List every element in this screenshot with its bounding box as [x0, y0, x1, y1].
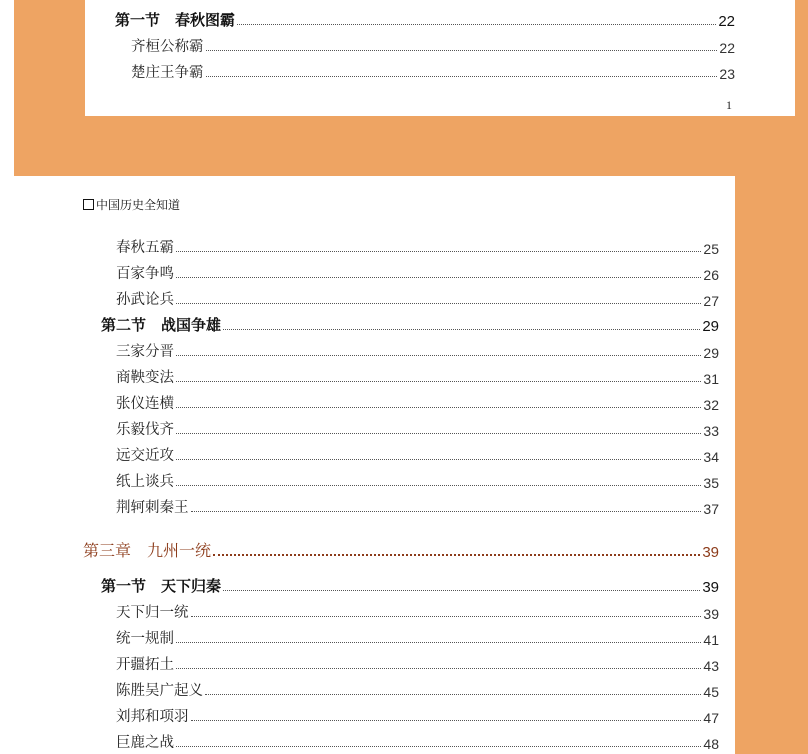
toc-entry[interactable]	[116, 702, 719, 726]
leader-dots	[176, 407, 701, 408]
entry-page: 31	[703, 371, 719, 387]
leader-dots	[176, 668, 701, 669]
entry-page: 39	[703, 606, 719, 622]
entry-title: 远交近攻	[116, 448, 174, 464]
entry-page: 45	[703, 684, 719, 700]
toc-entry-section[interactable]	[101, 572, 719, 596]
toc-entry[interactable]	[116, 676, 719, 700]
entry-page: 39	[702, 579, 719, 596]
toc-entry[interactable]	[116, 493, 719, 517]
leader-dots	[223, 329, 700, 330]
entry-title: 开疆拓土	[116, 657, 174, 673]
entry-page: 27	[703, 293, 719, 309]
toc-entry-section[interactable]	[115, 6, 735, 30]
leader-dots	[176, 303, 701, 304]
leader-dots	[206, 76, 718, 77]
leader-dots	[176, 355, 701, 356]
entry-title: 张仪连横	[116, 396, 174, 412]
toc-entry[interactable]	[131, 32, 735, 56]
entry-page: 22	[719, 40, 735, 56]
entry-page: 48	[703, 736, 719, 752]
leader-dots	[237, 24, 716, 25]
entry-page: 26	[703, 267, 719, 283]
entry-title: 第一节 春秋图霸	[115, 12, 236, 29]
entry-title: 乐毅伐齐	[116, 422, 174, 438]
toc-entry-chapter[interactable]	[83, 537, 719, 561]
leader-dots	[176, 746, 701, 747]
leader-dots	[176, 433, 701, 434]
entry-page: 39	[702, 544, 719, 561]
leader-dots	[176, 251, 701, 252]
entry-title: 楚庄王争霸	[131, 65, 204, 81]
leader-dots	[213, 554, 700, 556]
entry-page: 35	[703, 475, 719, 491]
entry-title: 第三章 九州一统	[83, 541, 212, 560]
entry-page: 32	[703, 397, 719, 413]
toc-entry[interactable]	[116, 389, 719, 413]
toc-entry[interactable]	[116, 233, 719, 257]
entry-page: 43	[703, 658, 719, 674]
toc-entry[interactable]	[116, 467, 719, 491]
toc-entry[interactable]	[116, 259, 719, 283]
leader-dots	[176, 459, 701, 460]
leader-dots	[176, 642, 701, 643]
background-right-strip	[735, 176, 808, 754]
entry-title: 第二节 战国争雄	[101, 317, 222, 334]
entry-title: 陈胜吴广起义	[116, 683, 203, 699]
entry-page: 29	[702, 318, 719, 335]
entry-title: 齐桓公称霸	[131, 39, 204, 55]
entry-title: 统一规制	[116, 631, 174, 647]
header-box-icon	[83, 199, 94, 210]
header-title: 中国历史全知道	[96, 198, 181, 212]
entry-title: 商鞅变法	[116, 370, 174, 386]
leader-dots	[176, 485, 701, 486]
entry-page: 23	[719, 66, 735, 82]
leader-dots	[176, 277, 701, 278]
entry-title: 百家争鸣	[116, 266, 174, 282]
entry-page: 34	[703, 449, 719, 465]
entry-title: 巨鹿之战	[116, 735, 174, 751]
entry-page: 29	[703, 345, 719, 361]
entry-page: 25	[703, 241, 719, 257]
entry-title: 孙武论兵	[116, 292, 174, 308]
toc-entry[interactable]	[116, 441, 719, 465]
toc-entry[interactable]	[116, 337, 719, 361]
toc-entry[interactable]	[116, 650, 719, 674]
toc-entry[interactable]	[116, 624, 719, 648]
entry-title: 天下归一统	[116, 605, 189, 621]
toc-entry-section[interactable]	[101, 311, 719, 335]
entry-title: 刘邦和项羽	[116, 709, 189, 725]
running-header	[83, 196, 180, 213]
toc-entry[interactable]	[116, 598, 719, 622]
leader-dots	[191, 511, 702, 512]
toc-entry[interactable]	[116, 285, 719, 309]
leader-dots	[205, 694, 701, 695]
toc-page-1	[85, 0, 795, 116]
entry-title: 第一节 天下归秦	[101, 578, 222, 595]
leader-dots	[191, 616, 702, 617]
entry-title: 春秋五霸	[116, 240, 174, 256]
leader-dots	[223, 590, 700, 591]
entry-page: 22	[718, 13, 735, 30]
page-number: 1	[726, 98, 732, 112]
leader-dots	[191, 720, 702, 721]
entry-page: 47	[703, 710, 719, 726]
entry-title: 纸上谈兵	[116, 474, 174, 490]
toc-entry[interactable]	[116, 415, 719, 439]
entry-title: 三家分晋	[116, 344, 174, 360]
entry-page: 37	[703, 501, 719, 517]
entry-page: 41	[703, 632, 719, 648]
entry-title: 荆轲刺秦王	[116, 500, 189, 516]
toc-entry[interactable]	[116, 728, 719, 752]
toc-entry[interactable]	[116, 363, 719, 387]
toc-entry[interactable]	[131, 58, 735, 82]
entry-page: 33	[703, 423, 719, 439]
leader-dots	[206, 50, 718, 51]
leader-dots	[176, 381, 701, 382]
toc-page-2	[0, 176, 735, 754]
